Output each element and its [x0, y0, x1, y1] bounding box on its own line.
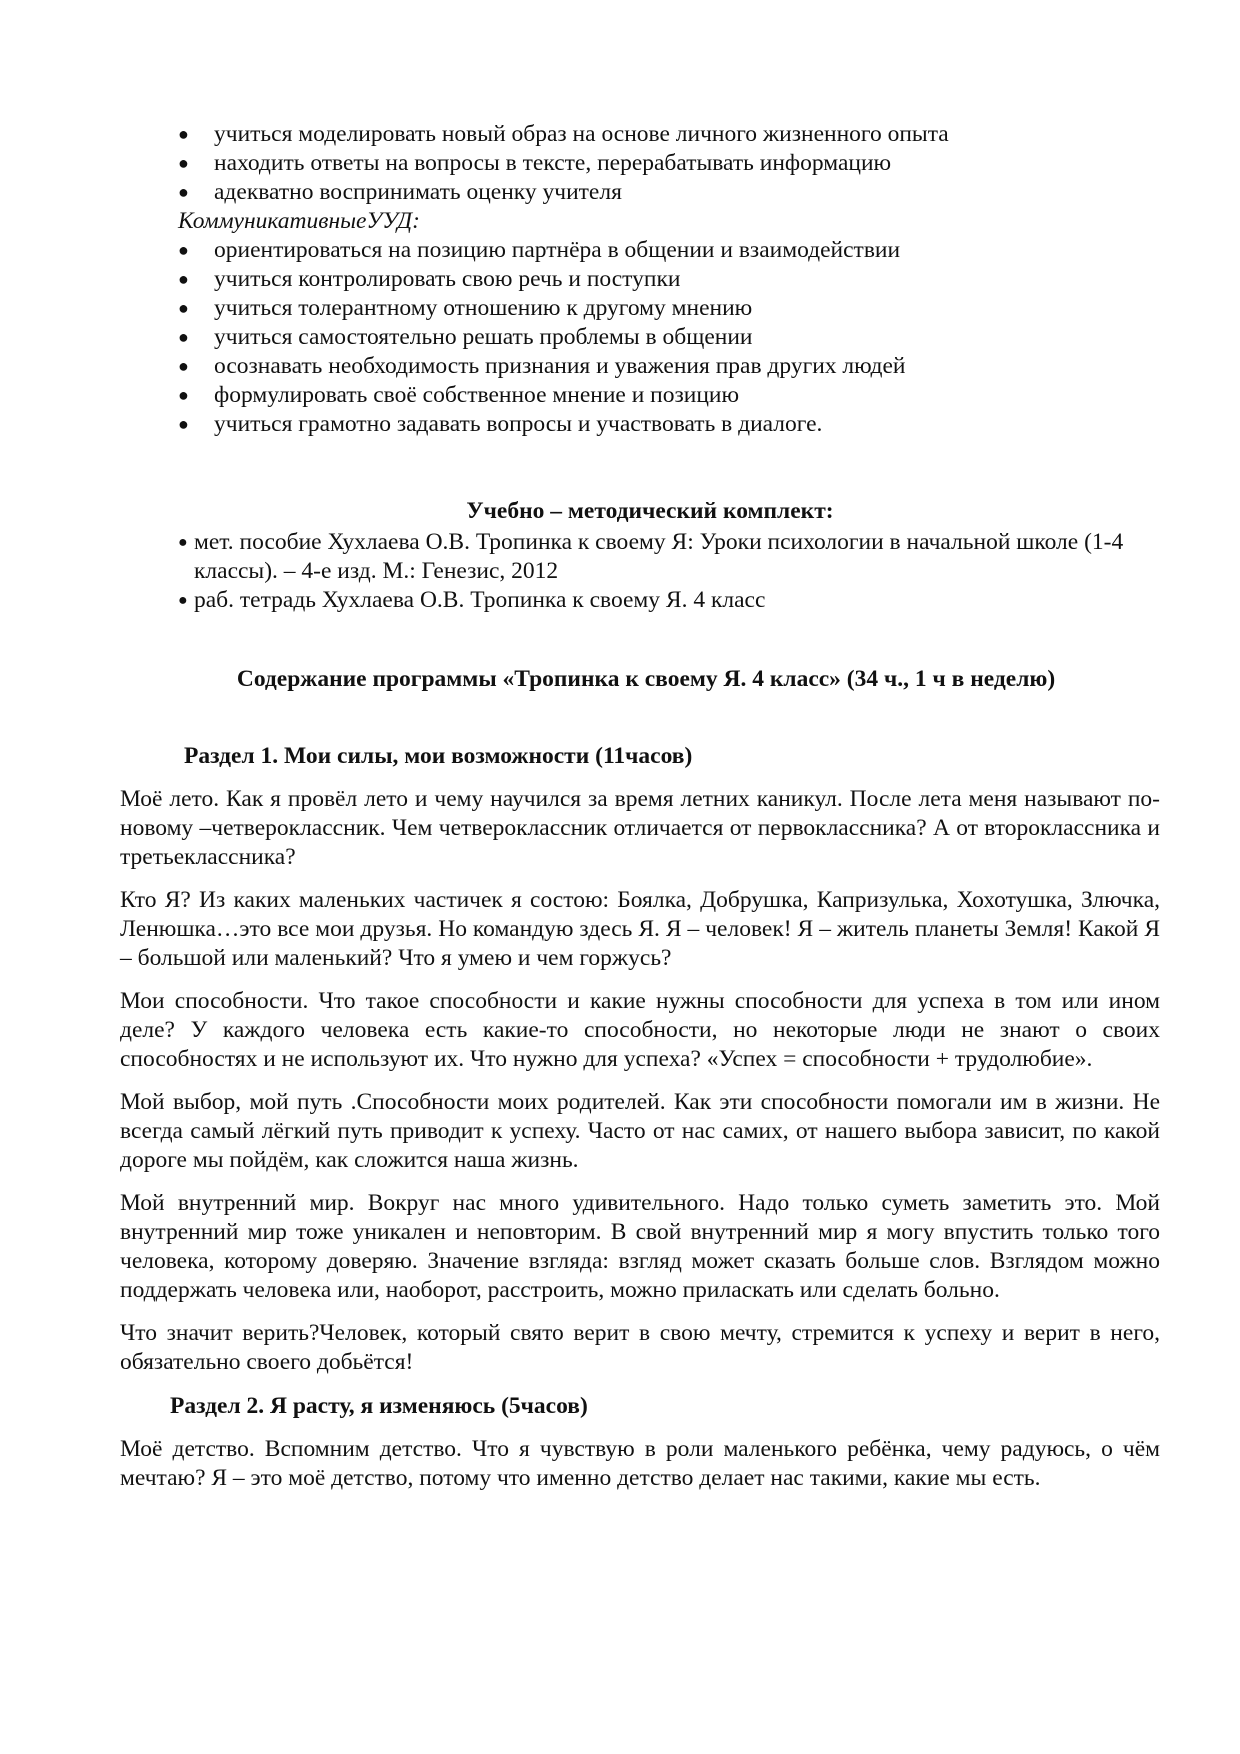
list-item: ● учиться контролировать свою речь и поступки	[178, 266, 681, 292]
bullet-icon: ●	[178, 592, 188, 609]
kit-title: Учебно – методический комплект:	[466, 498, 834, 524]
list-item: ● формулировать своё собственное мнение и позицию	[178, 382, 740, 408]
list-item: ● раб. тетрадь Хухлаева О.В. Тропинка к своему Я. 4 класс	[178, 587, 766, 613]
paragraph: Мои способности. Что такое способности и какие нужны способности для успеха в том или ином деле? У каждого человека есть какие-то способности, но некоторые люди не знают о своих способностях и не используют их. Что нужно для успеха? «Успех = способности + трудолюбие».	[120, 988, 1160, 1072]
communicative-list	[120, 236, 1160, 439]
bullet-icon: ●	[178, 414, 189, 434]
list-item: ● учиться толерантному отношению к другому мнению	[178, 295, 753, 321]
bullet-icon: ●	[178, 327, 189, 347]
list-item: ● ориентироваться на позицию партнёра в общении и взаимодействии	[178, 237, 901, 263]
kit-list	[120, 528, 1160, 615]
list-item: ● находить ответы на вопросы в тексте, перерабатывать информацию	[178, 150, 892, 176]
paragraph: Что значит верить?Человек, который свято верит в свою мечту, стремится к успеху и верит в него, обязательно своего добьётся!	[120, 1320, 1160, 1375]
bullet-icon: ●	[178, 269, 189, 289]
paragraph: Кто Я? Из каких маленьких частичек я состою: Боялка, Добрушка, Капризулька, Хохотушка, Злючка, Ленюшка…это все мои друзья. Но командую здесь Я. Я – человек! Я – житель планеты Земля! Какой Я – большой или маленький? Что я умею и чем горжусь?	[120, 887, 1160, 971]
page-content	[120, 120, 1160, 1493]
list-item: ● адекватно воспринимать оценку учителя	[178, 179, 622, 205]
communicative-heading: КоммуникативныеУУД:	[178, 208, 420, 234]
program-title: Содержание программы «Тропинка к своему Я. 4 класс» (34 ч., 1 ч в неделю)	[236, 666, 1056, 692]
bullet-icon: ●	[178, 356, 189, 376]
list-item: ● учиться самостоятельно решать проблемы в общении	[178, 324, 753, 350]
list-item: ● осознавать необходимость признания и уважения прав других людей	[178, 353, 906, 379]
bullet-icon: ●	[178, 534, 188, 551]
list-item: ● учиться моделировать новый образ на основе личного жизненного опыта	[178, 121, 949, 147]
bullet-icon: ●	[178, 153, 189, 173]
paragraph: Мой внутренний мир. Вокруг нас много удивительного. Надо только суметь заметить это. Мой внутренний мир тоже уникален и неповторим. В свой внутренний мир я могу впустить только того человека, которому доверяю. Значение взгляда: взгляд может сказать больше слов. Взглядом можно поддержать человека или, наоборот, расстроить, можно приласкать или сделать больно.	[120, 1190, 1160, 1303]
bullet-icon: ●	[178, 124, 189, 144]
list-item: ● мет. пособие Хухлаева О.В. Тропинка к своему Я: Уроки психологии в начальной школе (1-4 классы). – 4-е изд. М.: Генезис, 2012	[178, 529, 1124, 584]
paragraph: Моё лето. Как я провёл лето и чему научился за время летних каникул. После лета меня называют по-новому –четвероклассник. Чем четвероклассник отличается от первоклассника? А от второклассника и третьеклассника?	[120, 786, 1160, 870]
paragraph: Моё детство. Вспомним детство. Что я чувствую в роли маленького ребёнка, чему радуюсь, о чём мечтаю? Я – это моё детство, потому что именно детство делает нас такими, какие мы есть.	[120, 1436, 1160, 1491]
bullet-icon: ●	[178, 240, 189, 260]
bullet-icon: ●	[178, 385, 189, 405]
goals-list	[120, 120, 1160, 207]
list-item: ● учиться грамотно задавать вопросы и участвовать в диалоге.	[178, 411, 823, 437]
paragraph: Мой выбор, мой путь .Способности моих родителей. Как эти способности помогали им в жизни. Не всегда самый лёгкий путь приводит к успеху. Часто от нас самих, от нашего выбора зависит, по какой дороге мы пойдём, как сложится наша жизнь.	[120, 1089, 1160, 1173]
section-2-title: Раздел 2. Я расту, я изменяюсь (5часов)	[170, 1393, 588, 1419]
bullet-icon: ●	[178, 182, 189, 202]
bullet-icon: ●	[178, 298, 189, 318]
section-1-title: Раздел 1. Мои силы, мои возможности (11часов)	[184, 743, 693, 769]
